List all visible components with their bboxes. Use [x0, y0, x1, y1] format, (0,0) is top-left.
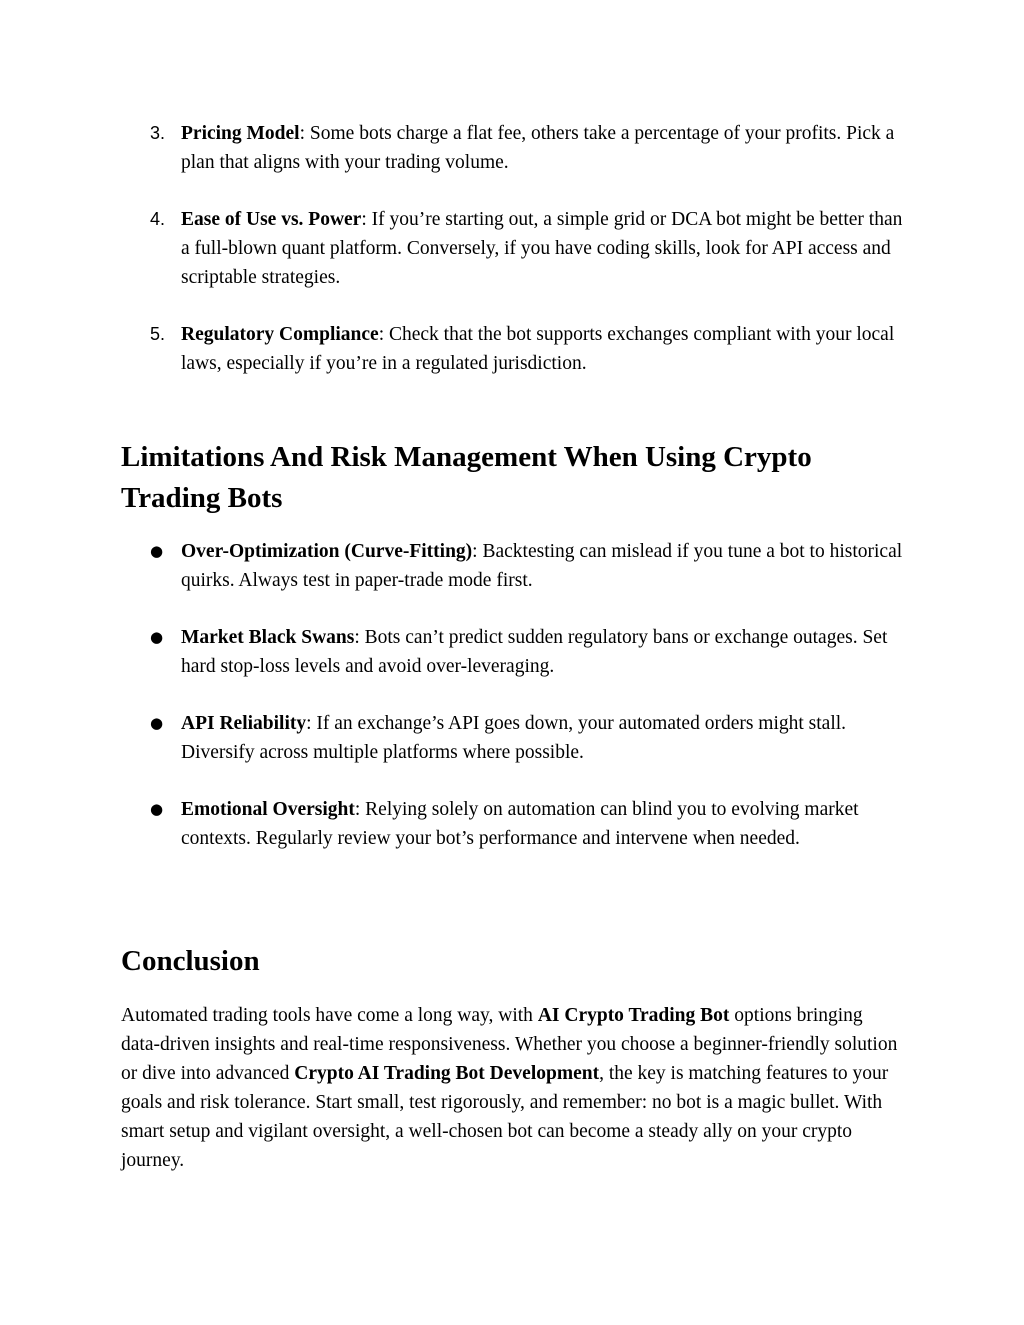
conclusion-text-1: Automated trading tools have come a long way, with: [121, 1005, 538, 1026]
conclusion-bold-1: AI Crypto Trading Bot: [537, 1005, 730, 1026]
conclusion-paragraph: [121, 1001, 901, 1175]
list-item: [0, 320, 906, 378]
list-item-text: : Bots can’t predict sudden regulatory bans or exchange outages. Set hard stop-loss levels and avoid over-leveraging.: [181, 627, 888, 677]
conclusion-bold-2: Crypto AI Trading Bot Development: [294, 1063, 600, 1084]
list-item-term: API Reliability: [181, 713, 307, 734]
list-item-term: Ease of Use vs. Power: [181, 209, 362, 230]
list-item-term: Pricing Model: [181, 123, 300, 144]
list-item: [0, 119, 906, 177]
limitations-list: [0, 537, 1024, 881]
list-item-term: Emotional Oversight: [181, 799, 355, 820]
list-number: 5.: [150, 324, 166, 344]
conclusion-text-2: options bringing data-driven insights and real-time responsiveness. Whether you choose a beginner-friendly solution or dive into advanced: [121, 1005, 898, 1084]
list-item-text: : Backtesting can mislead if you tune a bot to historical quirks. Always test in paper-trade mode first.: [181, 541, 903, 591]
list-item: [0, 537, 906, 595]
conclusion-heading: Conclusion: [121, 945, 260, 977]
list-item-text: : If an exchange’s API goes down, your automated orders might stall. Diversify across multiple platforms where possible.: [181, 713, 847, 763]
list-item-term: Market Black Swans: [181, 627, 355, 648]
bullet-icon: ●: [150, 542, 164, 560]
list-item-text: : Some bots charge a flat fee, others take a percentage of your profits. Pick a plan that aligns with your trading volume.: [181, 123, 895, 173]
bullet-icon: ●: [150, 800, 164, 818]
list-item-term: Over-Optimization (Curve-Fitting): [181, 541, 473, 562]
list-number: 3.: [150, 123, 166, 143]
list-item-text: : If you’re starting out, a simple grid or DCA bot might be better than a full-blown quant platform. Conversely, if you have coding skills, look for API access and scriptable strategies.: [181, 209, 903, 288]
bullet-icon: ●: [150, 714, 164, 732]
numbered-list: [0, 119, 1024, 406]
conclusion-text-3: , the key is matching features to your goals and risk tolerance. Start small, test rigorously, and remember: no bot is a magic bullet. With smart setup and vigilant oversight, a well-chosen bot can become a steady ally on your crypto journey.: [121, 1063, 889, 1171]
list-item-text: : Relying solely on automation can blind you to evolving market contexts. Regularly review your bot’s performance and intervene when needed.: [181, 799, 859, 849]
list-item: [0, 795, 906, 853]
list-item: [0, 623, 906, 681]
list-item: [0, 709, 906, 767]
bullet-icon: ●: [150, 628, 164, 646]
list-item-term: Regulatory Compliance: [181, 324, 379, 345]
list-number: 4.: [150, 209, 166, 229]
limitations-heading: Limitations And Risk Management When Using Crypto Trading Bots: [121, 441, 812, 514]
list-item: [0, 205, 906, 292]
list-item-text: : Check that the bot supports exchanges compliant with your local laws, especially if you’re in a regulated jurisdiction.: [181, 324, 895, 374]
